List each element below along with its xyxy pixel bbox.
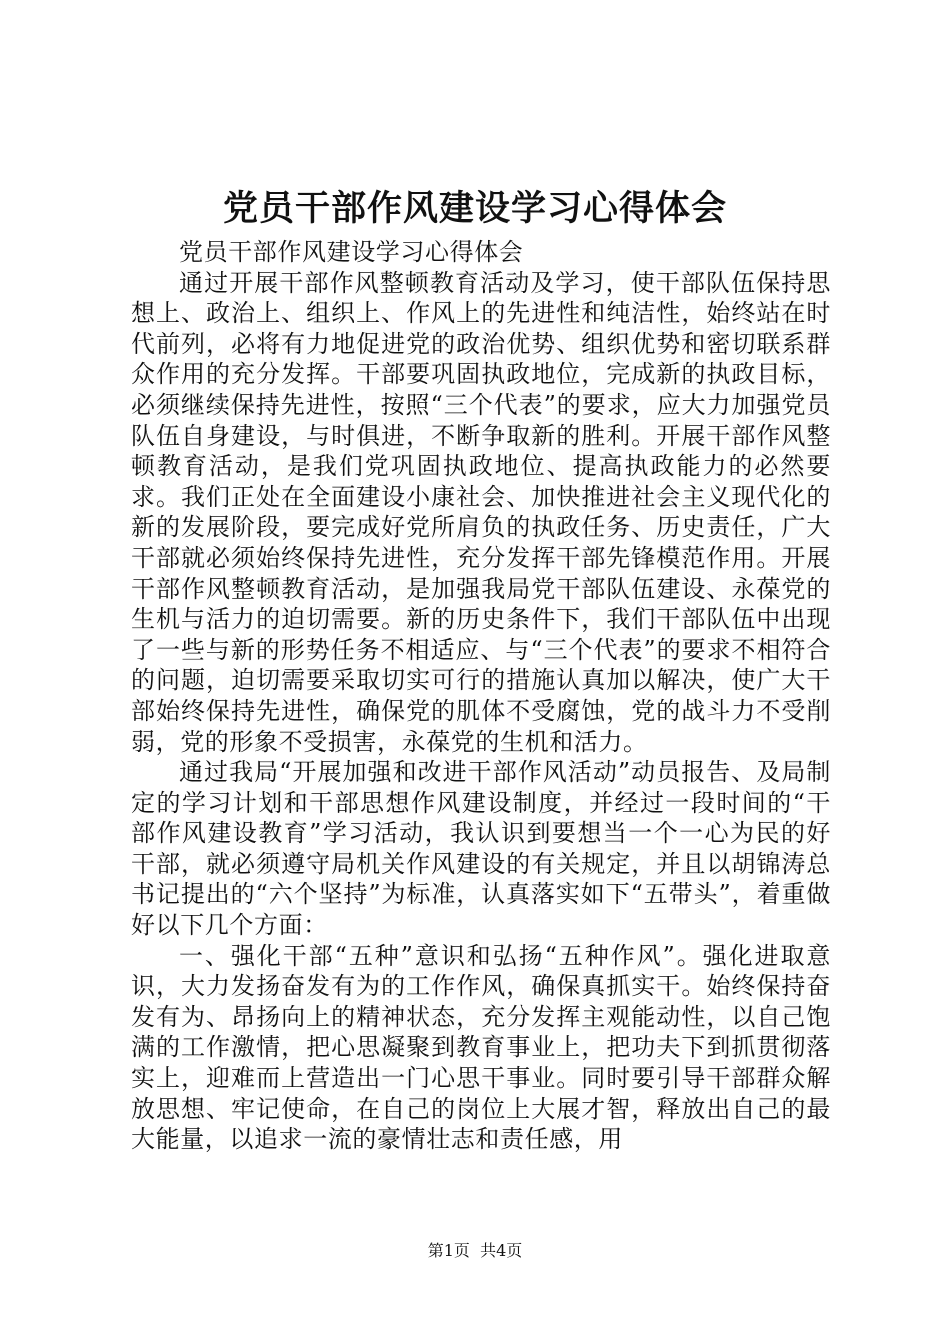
page-number: 第1页 共4页 (427, 1241, 523, 1260)
paragraph-subtitle: 党员干部作风建设学习心得体会 (179, 238, 524, 266)
paragraph-3: 一、强化干部“五种”意识和弘扬“五种作风”。强化进取意识，大力发扬奋发有为的工作作风，确保真抓实干。始终保持奋发有为、昂扬向上的精神状态，充分发挥主观能动性，以自己饱满的工作激情，把心思凝聚到教育事业上，把功夫下到抓贯彻落实上，迎难而上营造出一门心思干事业。同时要引导干部群众解放思想、牢记使命，在自己的岗位上大展才智，释放出自己的最大能量，以追求一流的豪情壮志和责任感，用 (131, 941, 831, 1154)
paragraph-2: 通过我局“开展加强和改进干部作风活动”动员报告、及局制定的学习计划和干部思想作风建设制度，并经过一段时间的“干部作风建设教育”学习活动，我认识到要想当一个一心为民的好干部，就必须遵守局机关作风建设的有关规定，并且以胡锦涛总书记提出的“六个坚持”为标准，认真落实如下“五带头”，着重做好以下几个方面： (131, 758, 831, 940)
document-body (131, 237, 831, 1155)
paragraph-1: 通过开展干部作风整顿教育活动及学习，使干部队伍保持思想上、政治上、组织上、作风上的先进性和纯洁性，始终站在时代前列，必将有力地促进党的政治优势、组织优势和密切联系群众作用的充分发挥。干部要巩固执政地位，完成新的执政目标，必须继续保持先进性，按照“三个代表”的要求，应大力加强党员队伍自身建设，与时俱进，不断争取新的胜利。开展干部作风整顿教育活动，是我们党巩固执政地位、提高执政能力的必然要求。我们正处在全面建设小康社会、加快推进社会主义现代化的新的发展阶段，要完成好党所肩负的执政任务、历史责任，广大干部就必须始终保持先进性，充分发挥干部先锋模范作用。开展干部作风整顿教育活动，是加强我局党干部队伍建设、永葆党的生机与活力的迫切需要。新的历史条件下，我们干部队伍中出现了一些与新的形势任务不相适应、与“三个代表”的要求不相符合的问题，迫切需要采取切实可行的措施认真加以解决，使广大干部始终保持先进性，确保党的肌体不受腐蚀，党的战斗力不受削弱，党的形象不受损害，永葆党的生机和活力。 (131, 268, 831, 756)
page-footer (0, 1240, 950, 1262)
document-title: 党员干部作风建设学习心得体会 (222, 188, 727, 229)
